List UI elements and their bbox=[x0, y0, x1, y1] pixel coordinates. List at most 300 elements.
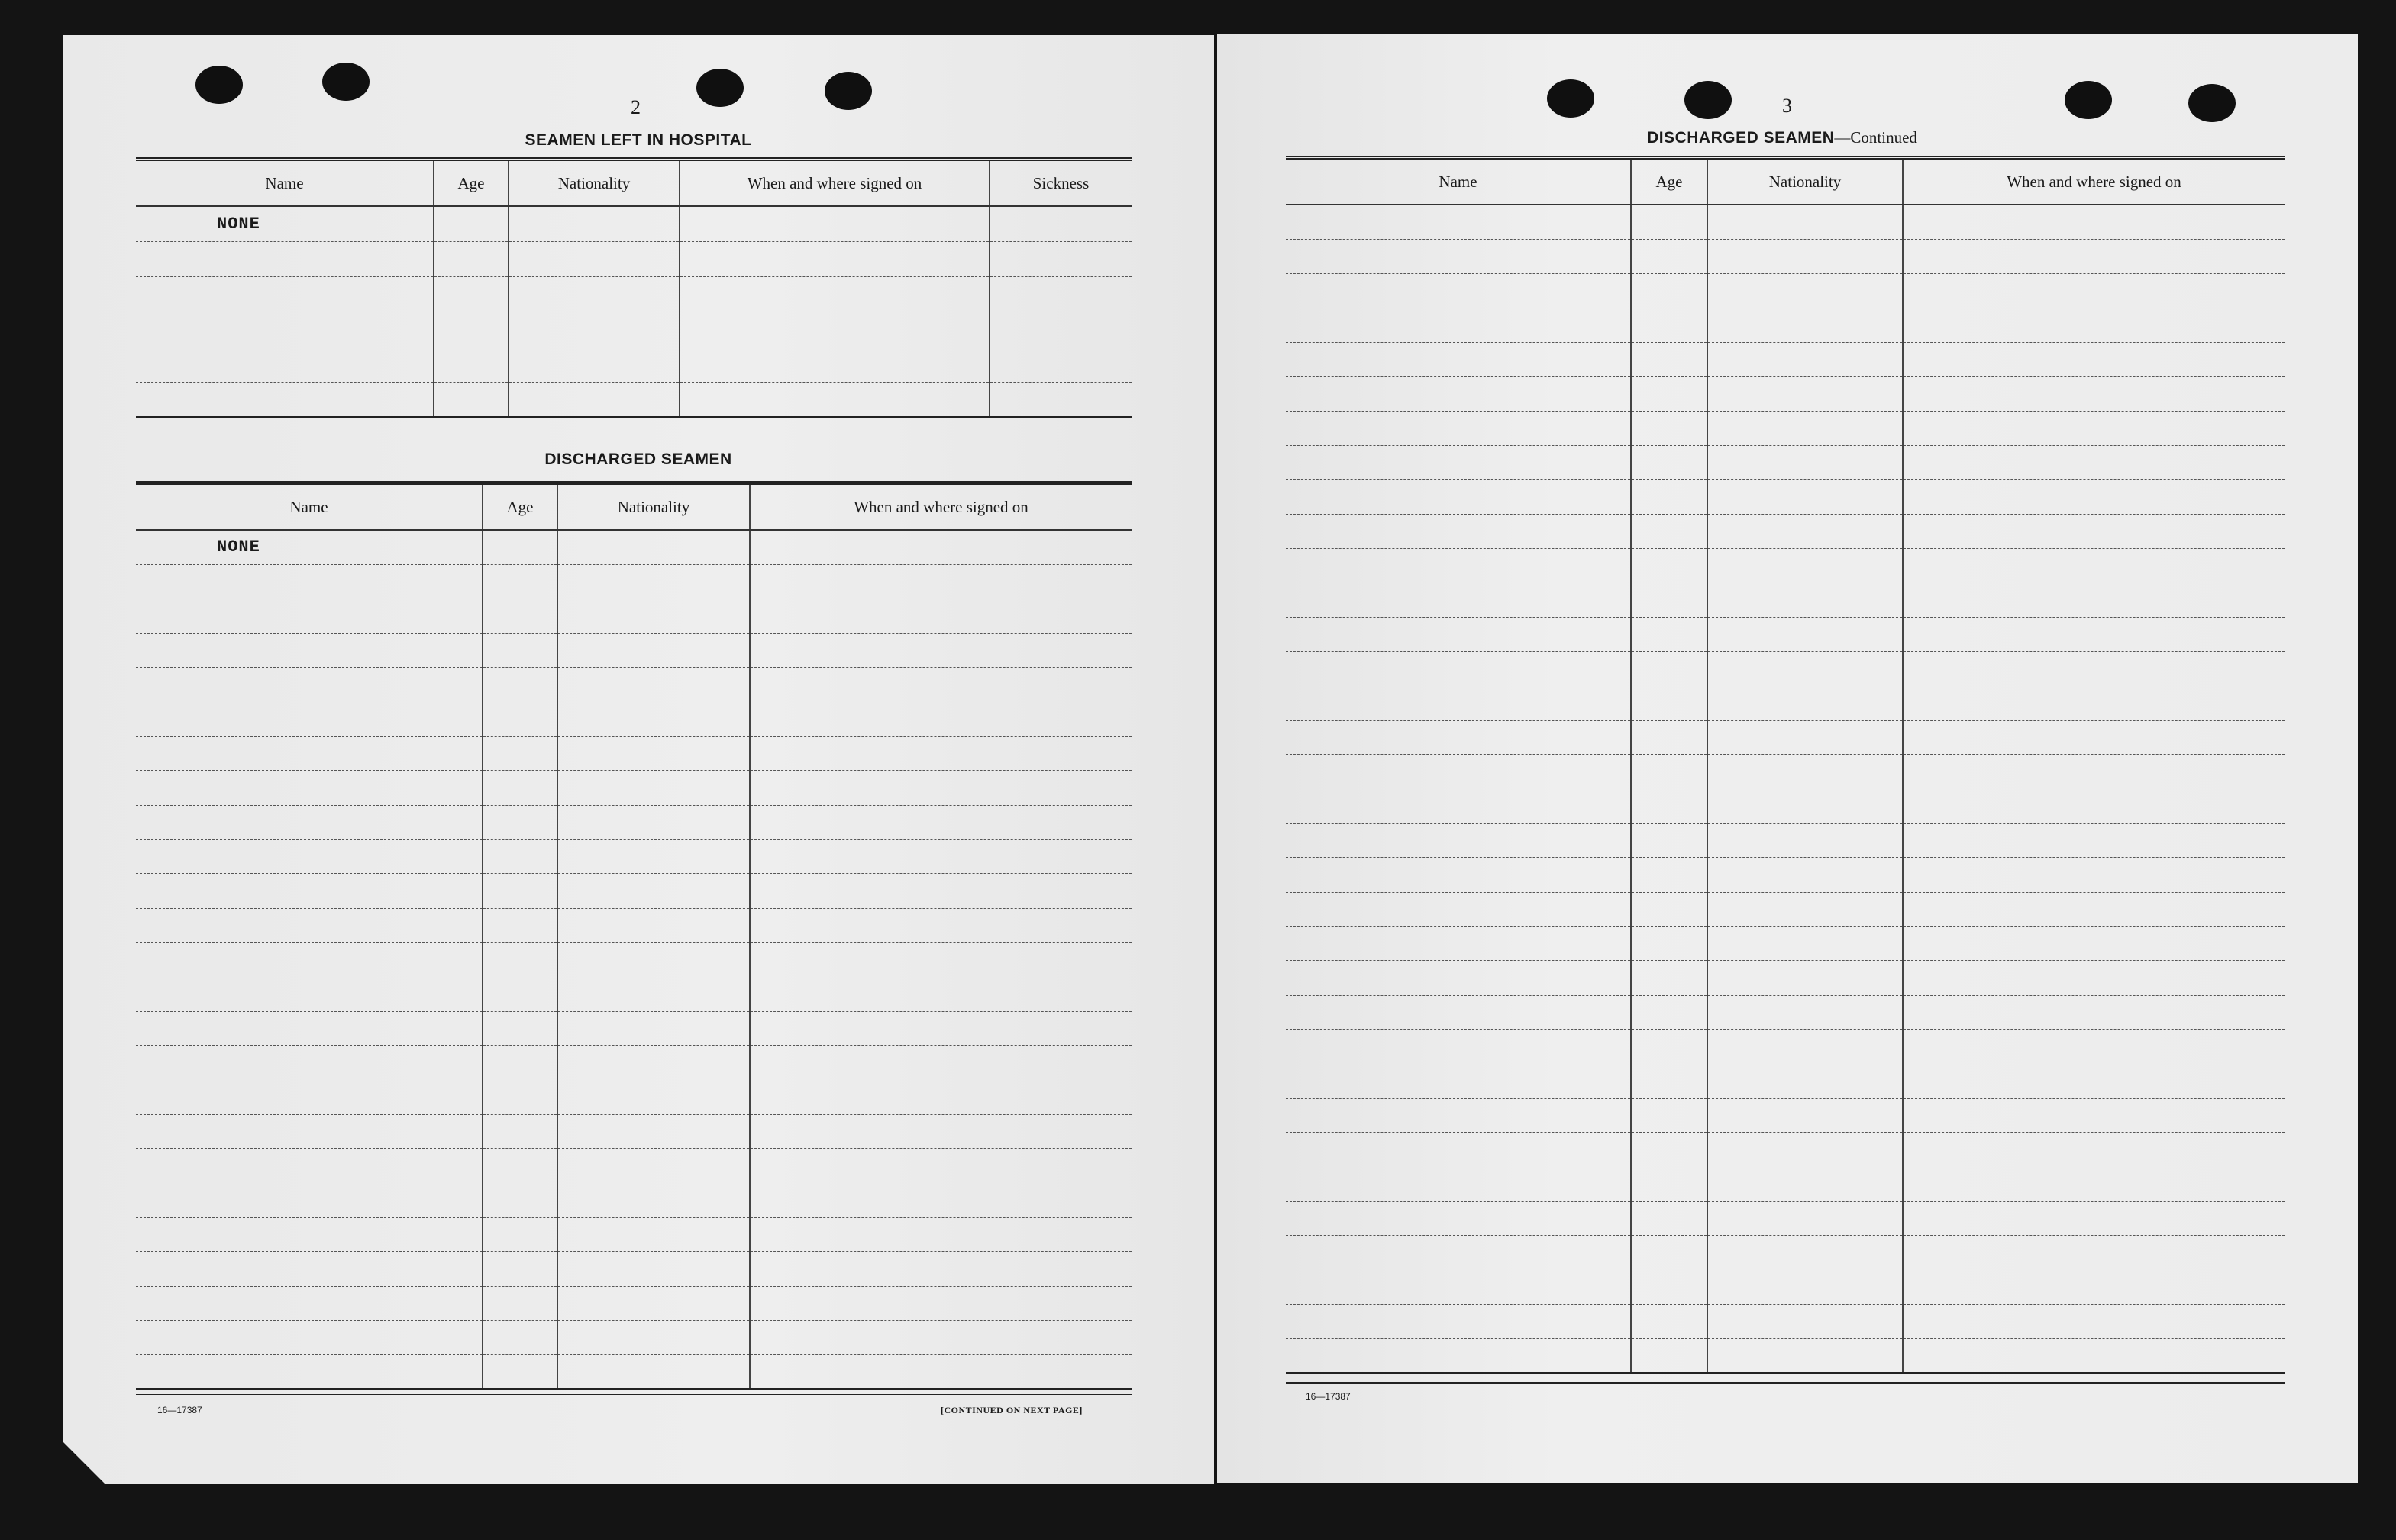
table-cell bbox=[483, 599, 557, 633]
table-row bbox=[1286, 617, 2285, 651]
table-row bbox=[1286, 583, 2285, 617]
table-cell bbox=[1631, 823, 1707, 857]
table-cell bbox=[1707, 445, 1903, 479]
table-row bbox=[136, 839, 1132, 873]
table-cell bbox=[750, 770, 1132, 805]
table-cell bbox=[1707, 583, 1903, 617]
table-cell bbox=[1286, 892, 1631, 926]
table-cell bbox=[1903, 995, 2285, 1029]
table-cell bbox=[557, 599, 750, 633]
column-header: When and where signed on bbox=[680, 160, 990, 207]
table-cell bbox=[1631, 273, 1707, 308]
table-cell bbox=[750, 1080, 1132, 1114]
table-cell bbox=[136, 839, 483, 873]
table-row bbox=[136, 942, 1132, 977]
table-cell bbox=[483, 1286, 557, 1320]
table-cell bbox=[483, 633, 557, 667]
table-cell bbox=[557, 1148, 750, 1183]
table-cell bbox=[483, 1080, 557, 1114]
table-row bbox=[136, 1217, 1132, 1251]
table-row bbox=[1286, 823, 2285, 857]
table-cell bbox=[1903, 686, 2285, 720]
table-cell bbox=[1903, 617, 2285, 651]
table-row bbox=[1286, 960, 2285, 995]
table-cell bbox=[136, 347, 434, 382]
table-cell bbox=[136, 1320, 483, 1354]
table-row bbox=[136, 312, 1132, 347]
table-cell bbox=[1286, 239, 1631, 273]
table-row bbox=[1286, 857, 2285, 892]
table-row bbox=[136, 1183, 1132, 1217]
table-cell bbox=[136, 276, 434, 312]
table-row bbox=[1286, 479, 2285, 514]
punch-hole bbox=[825, 72, 872, 110]
table-row bbox=[136, 599, 1132, 633]
table-row bbox=[136, 702, 1132, 736]
table-cell bbox=[1631, 686, 1707, 720]
table-cell bbox=[1631, 583, 1707, 617]
table-cell bbox=[1631, 1338, 1707, 1373]
table-row bbox=[136, 977, 1132, 1011]
table-cell bbox=[557, 1114, 750, 1148]
table-row bbox=[1286, 1304, 2285, 1338]
table-cell bbox=[1286, 411, 1631, 445]
table-row bbox=[1286, 239, 2285, 273]
table-cell bbox=[990, 206, 1132, 241]
table-row bbox=[136, 564, 1132, 599]
table-cell bbox=[1903, 342, 2285, 376]
page-number: 2 bbox=[631, 96, 641, 118]
table-cell bbox=[750, 1251, 1132, 1286]
table-cell bbox=[1631, 1064, 1707, 1098]
table-cell bbox=[1707, 1064, 1903, 1098]
table-cell bbox=[990, 276, 1132, 312]
table-cell bbox=[1286, 1270, 1631, 1304]
table-cell bbox=[1286, 1201, 1631, 1235]
table-cell bbox=[1631, 1132, 1707, 1167]
table-cell bbox=[557, 530, 750, 564]
table-cell bbox=[557, 633, 750, 667]
punch-hole bbox=[1547, 79, 1594, 118]
punch-hole bbox=[1684, 81, 1732, 119]
table-row bbox=[1286, 686, 2285, 720]
table-cell bbox=[1903, 789, 2285, 823]
table-row bbox=[136, 736, 1132, 770]
table-cell bbox=[750, 633, 1132, 667]
table-cell bbox=[434, 347, 509, 382]
table-cell bbox=[750, 599, 1132, 633]
table-cell bbox=[1631, 651, 1707, 686]
table-cell bbox=[509, 312, 680, 347]
table-cell bbox=[1707, 720, 1903, 754]
table-cell bbox=[1903, 205, 2285, 239]
table-header-row bbox=[1286, 158, 2285, 205]
column-header: When and where signed on bbox=[750, 483, 1132, 531]
table-cell bbox=[136, 1080, 483, 1114]
table-row bbox=[136, 206, 1132, 241]
table-cell bbox=[750, 942, 1132, 977]
table-header-row bbox=[136, 160, 1132, 207]
name-entry: NONE bbox=[217, 214, 260, 234]
table-cell bbox=[1286, 720, 1631, 754]
column-header: Age bbox=[434, 160, 509, 207]
table-row bbox=[136, 1148, 1132, 1183]
name-entry: NONE bbox=[217, 538, 260, 557]
table-cell bbox=[136, 1217, 483, 1251]
table-row bbox=[136, 347, 1132, 382]
table-cell bbox=[1631, 1304, 1707, 1338]
table-row bbox=[1286, 1098, 2285, 1132]
table-cell bbox=[680, 347, 990, 382]
table-cell bbox=[1286, 1132, 1631, 1167]
table-row bbox=[1286, 892, 2285, 926]
table-cell bbox=[434, 276, 509, 312]
table-cell bbox=[1631, 857, 1707, 892]
table-cell bbox=[136, 206, 434, 241]
table-cell bbox=[483, 1148, 557, 1183]
table-cell bbox=[136, 908, 483, 942]
table-cell bbox=[1903, 960, 2285, 995]
table-row bbox=[1286, 651, 2285, 686]
table-cell bbox=[750, 1354, 1132, 1389]
table-row bbox=[1286, 1029, 2285, 1064]
table-cell bbox=[1631, 342, 1707, 376]
punch-hole bbox=[2188, 84, 2236, 122]
table-cell bbox=[1707, 789, 1903, 823]
table-cell bbox=[750, 805, 1132, 839]
table-cell bbox=[136, 977, 483, 1011]
table-cell bbox=[1286, 445, 1631, 479]
table-cell bbox=[1707, 926, 1903, 960]
table-row bbox=[136, 1320, 1132, 1354]
table-cell bbox=[1631, 960, 1707, 995]
table-cell bbox=[990, 312, 1132, 347]
table-cell bbox=[136, 530, 483, 564]
table-cell bbox=[1286, 1029, 1631, 1064]
table-cell bbox=[1707, 1304, 1903, 1338]
punch-hole bbox=[195, 66, 243, 104]
column-header: Nationality bbox=[557, 483, 750, 531]
table-cell bbox=[1903, 892, 2285, 926]
table-cell bbox=[483, 667, 557, 702]
table-cell bbox=[483, 530, 557, 564]
table-cell bbox=[1631, 239, 1707, 273]
punch-hole bbox=[322, 63, 370, 101]
table-cell bbox=[1631, 308, 1707, 342]
table-row bbox=[1286, 411, 2285, 445]
table-cell bbox=[136, 873, 483, 908]
column-header: Name bbox=[136, 483, 483, 531]
table-row bbox=[136, 530, 1132, 564]
table-row bbox=[1286, 720, 2285, 754]
table-cell bbox=[136, 1354, 483, 1389]
table-cell bbox=[750, 1045, 1132, 1080]
table-cell bbox=[136, 1251, 483, 1286]
table-row bbox=[136, 908, 1132, 942]
table-cell bbox=[136, 241, 434, 276]
table-row bbox=[1286, 995, 2285, 1029]
table-cell bbox=[483, 1183, 557, 1217]
table-cell bbox=[1631, 1270, 1707, 1304]
table-cell bbox=[1286, 1235, 1631, 1270]
hospital-table bbox=[136, 157, 1132, 418]
table-cell bbox=[750, 564, 1132, 599]
table-cell bbox=[1286, 960, 1631, 995]
table-cell bbox=[136, 564, 483, 599]
table-cell bbox=[1286, 376, 1631, 411]
table-cell bbox=[750, 736, 1132, 770]
punch-hole bbox=[696, 69, 744, 107]
table-cell bbox=[136, 702, 483, 736]
table-cell bbox=[509, 382, 680, 417]
table-cell bbox=[557, 977, 750, 1011]
table-cell bbox=[136, 599, 483, 633]
table-row bbox=[136, 1251, 1132, 1286]
table-row bbox=[1286, 1167, 2285, 1201]
table-cell bbox=[136, 1045, 483, 1080]
table-row bbox=[1286, 205, 2285, 239]
table-row bbox=[1286, 342, 2285, 376]
table-cell bbox=[1286, 548, 1631, 583]
table-cell bbox=[1903, 1029, 2285, 1064]
table-row bbox=[136, 1354, 1132, 1389]
table-cell bbox=[483, 839, 557, 873]
column-header: Nationality bbox=[1707, 158, 1903, 205]
table-cell bbox=[136, 1114, 483, 1148]
table-cell bbox=[557, 805, 750, 839]
table-cell bbox=[1903, 857, 2285, 892]
table-row bbox=[1286, 1270, 2285, 1304]
table-cell bbox=[1903, 411, 2285, 445]
table-cell bbox=[136, 382, 434, 417]
table-cell bbox=[557, 564, 750, 599]
section-title-hospital: SEAMEN LEFT IN HOSPITAL bbox=[525, 131, 752, 149]
table-cell bbox=[1903, 479, 2285, 514]
table-cell bbox=[1707, 1167, 1903, 1201]
table-cell bbox=[1631, 617, 1707, 651]
table-row bbox=[136, 633, 1132, 667]
table-cell bbox=[1707, 651, 1903, 686]
table-cell bbox=[1903, 823, 2285, 857]
table-cell bbox=[483, 1320, 557, 1354]
table-cell bbox=[136, 736, 483, 770]
table-cell bbox=[1286, 1098, 1631, 1132]
table-cell bbox=[1707, 754, 1903, 789]
table-cell bbox=[136, 633, 483, 667]
table-cell bbox=[1707, 892, 1903, 926]
table-cell bbox=[1903, 514, 2285, 548]
table-row bbox=[136, 1286, 1132, 1320]
table-row bbox=[1286, 273, 2285, 308]
punch-hole bbox=[2065, 81, 2112, 119]
table-cell bbox=[557, 839, 750, 873]
folded-corner bbox=[63, 1442, 105, 1484]
table-cell bbox=[1707, 548, 1903, 583]
table-cell bbox=[750, 702, 1132, 736]
table-cell bbox=[1903, 1270, 2285, 1304]
table-cell bbox=[1707, 995, 1903, 1029]
table-cell bbox=[750, 1183, 1132, 1217]
table-cell bbox=[1707, 273, 1903, 308]
table-cell bbox=[1631, 1201, 1707, 1235]
table-cell bbox=[483, 1114, 557, 1148]
table-cell bbox=[1631, 514, 1707, 548]
table-cell bbox=[136, 1286, 483, 1320]
table-cell bbox=[483, 942, 557, 977]
table-cell bbox=[557, 1354, 750, 1389]
section-title-text: DISCHARGED SEAMEN bbox=[1647, 129, 1835, 147]
table-cell bbox=[1631, 995, 1707, 1029]
table-cell bbox=[136, 805, 483, 839]
table-cell bbox=[750, 1114, 1132, 1148]
table-cell bbox=[750, 1320, 1132, 1354]
table-cell bbox=[750, 1148, 1132, 1183]
column-header: Nationality bbox=[509, 160, 680, 207]
table-cell bbox=[1707, 686, 1903, 720]
table-cell bbox=[1286, 342, 1631, 376]
page-number: 3 bbox=[1782, 95, 1792, 117]
table-cell bbox=[557, 667, 750, 702]
table-cell bbox=[1631, 205, 1707, 239]
table-cell bbox=[1903, 1304, 2285, 1338]
section-title-suffix: —Continued bbox=[1834, 128, 1917, 147]
table-cell bbox=[1286, 1167, 1631, 1201]
column-header: Sickness bbox=[990, 160, 1132, 207]
table-cell bbox=[1903, 754, 2285, 789]
table-row bbox=[1286, 1064, 2285, 1098]
table-cell bbox=[1903, 239, 2285, 273]
table-row bbox=[136, 1080, 1132, 1114]
table-cell bbox=[1707, 1235, 1903, 1270]
discharged-table bbox=[136, 481, 1132, 1390]
table-cell bbox=[1707, 514, 1903, 548]
table-cell bbox=[483, 770, 557, 805]
table-cell bbox=[1707, 376, 1903, 411]
table-cell bbox=[750, 1011, 1132, 1045]
table-row bbox=[136, 241, 1132, 276]
form-code: 16—17387 bbox=[157, 1405, 202, 1416]
table-cell bbox=[990, 241, 1132, 276]
table-row bbox=[1286, 514, 2285, 548]
table-cell bbox=[750, 667, 1132, 702]
table-cell bbox=[1286, 857, 1631, 892]
table-cell bbox=[1903, 1132, 2285, 1167]
table-cell bbox=[136, 667, 483, 702]
table-cell bbox=[750, 977, 1132, 1011]
table-row bbox=[1286, 926, 2285, 960]
table-cell bbox=[557, 873, 750, 908]
table-cell bbox=[483, 736, 557, 770]
table-cell bbox=[1707, 1132, 1903, 1167]
table-cell bbox=[1286, 754, 1631, 789]
table-cell bbox=[1707, 617, 1903, 651]
table-cell bbox=[1707, 1338, 1903, 1373]
table-cell bbox=[1707, 960, 1903, 995]
table-cell bbox=[1903, 445, 2285, 479]
table-cell bbox=[750, 873, 1132, 908]
table-row bbox=[1286, 1338, 2285, 1373]
table-cell bbox=[136, 312, 434, 347]
table-cell bbox=[1903, 273, 2285, 308]
table-cell bbox=[1903, 1098, 2285, 1132]
table-cell bbox=[1286, 273, 1631, 308]
table-cell bbox=[557, 1011, 750, 1045]
right-page bbox=[1217, 34, 2358, 1483]
table-cell bbox=[990, 347, 1132, 382]
table-cell bbox=[1707, 308, 1903, 342]
table-row bbox=[136, 770, 1132, 805]
table-cell bbox=[1631, 411, 1707, 445]
table-cell bbox=[1631, 754, 1707, 789]
table-cell bbox=[1707, 1029, 1903, 1064]
table-cell bbox=[509, 276, 680, 312]
table-cell bbox=[1707, 411, 1903, 445]
table-cell bbox=[557, 702, 750, 736]
column-header: When and where signed on bbox=[1903, 158, 2285, 205]
table-cell bbox=[557, 1251, 750, 1286]
table-cell bbox=[1707, 1098, 1903, 1132]
table-cell bbox=[750, 839, 1132, 873]
table-cell bbox=[483, 1217, 557, 1251]
table-cell bbox=[557, 1183, 750, 1217]
table-cell bbox=[1286, 995, 1631, 1029]
table-cell bbox=[1903, 1064, 2285, 1098]
table-cell bbox=[680, 276, 990, 312]
table-cell bbox=[680, 206, 990, 241]
table-cell bbox=[750, 908, 1132, 942]
table-cell bbox=[434, 241, 509, 276]
table-cell bbox=[1707, 1270, 1903, 1304]
section-title-discharged: DISCHARGED SEAMEN bbox=[544, 450, 732, 468]
table-cell bbox=[136, 942, 483, 977]
bottom-rule bbox=[1286, 1382, 2285, 1384]
table-row bbox=[1286, 376, 2285, 411]
table-row bbox=[136, 805, 1132, 839]
table-cell bbox=[1286, 514, 1631, 548]
table-cell bbox=[1286, 686, 1631, 720]
table-cell bbox=[557, 942, 750, 977]
column-header: Age bbox=[1631, 158, 1707, 205]
table-cell bbox=[1631, 445, 1707, 479]
table-cell bbox=[1631, 1235, 1707, 1270]
table-cell bbox=[483, 1354, 557, 1389]
table-cell bbox=[434, 382, 509, 417]
table-row bbox=[1286, 1235, 2285, 1270]
table-cell bbox=[1631, 892, 1707, 926]
table-cell bbox=[1631, 1167, 1707, 1201]
table-cell bbox=[434, 206, 509, 241]
table-cell bbox=[483, 1045, 557, 1080]
table-cell bbox=[1903, 926, 2285, 960]
table-cell bbox=[1707, 1201, 1903, 1235]
table-cell bbox=[1707, 205, 1903, 239]
table-row bbox=[1286, 1132, 2285, 1167]
table-cell bbox=[1903, 720, 2285, 754]
bottom-rule bbox=[136, 1393, 1132, 1395]
continued-note: [CONTINUED ON NEXT PAGE] bbox=[941, 1405, 1083, 1416]
table-cell bbox=[1286, 479, 1631, 514]
table-row bbox=[136, 1114, 1132, 1148]
table-cell bbox=[557, 1320, 750, 1354]
table-cell bbox=[557, 1080, 750, 1114]
table-cell bbox=[1631, 548, 1707, 583]
table-cell bbox=[1286, 789, 1631, 823]
table-cell bbox=[557, 1286, 750, 1320]
table-row bbox=[1286, 789, 2285, 823]
table-cell bbox=[1707, 857, 1903, 892]
table-cell bbox=[1286, 926, 1631, 960]
table-cell bbox=[557, 1217, 750, 1251]
